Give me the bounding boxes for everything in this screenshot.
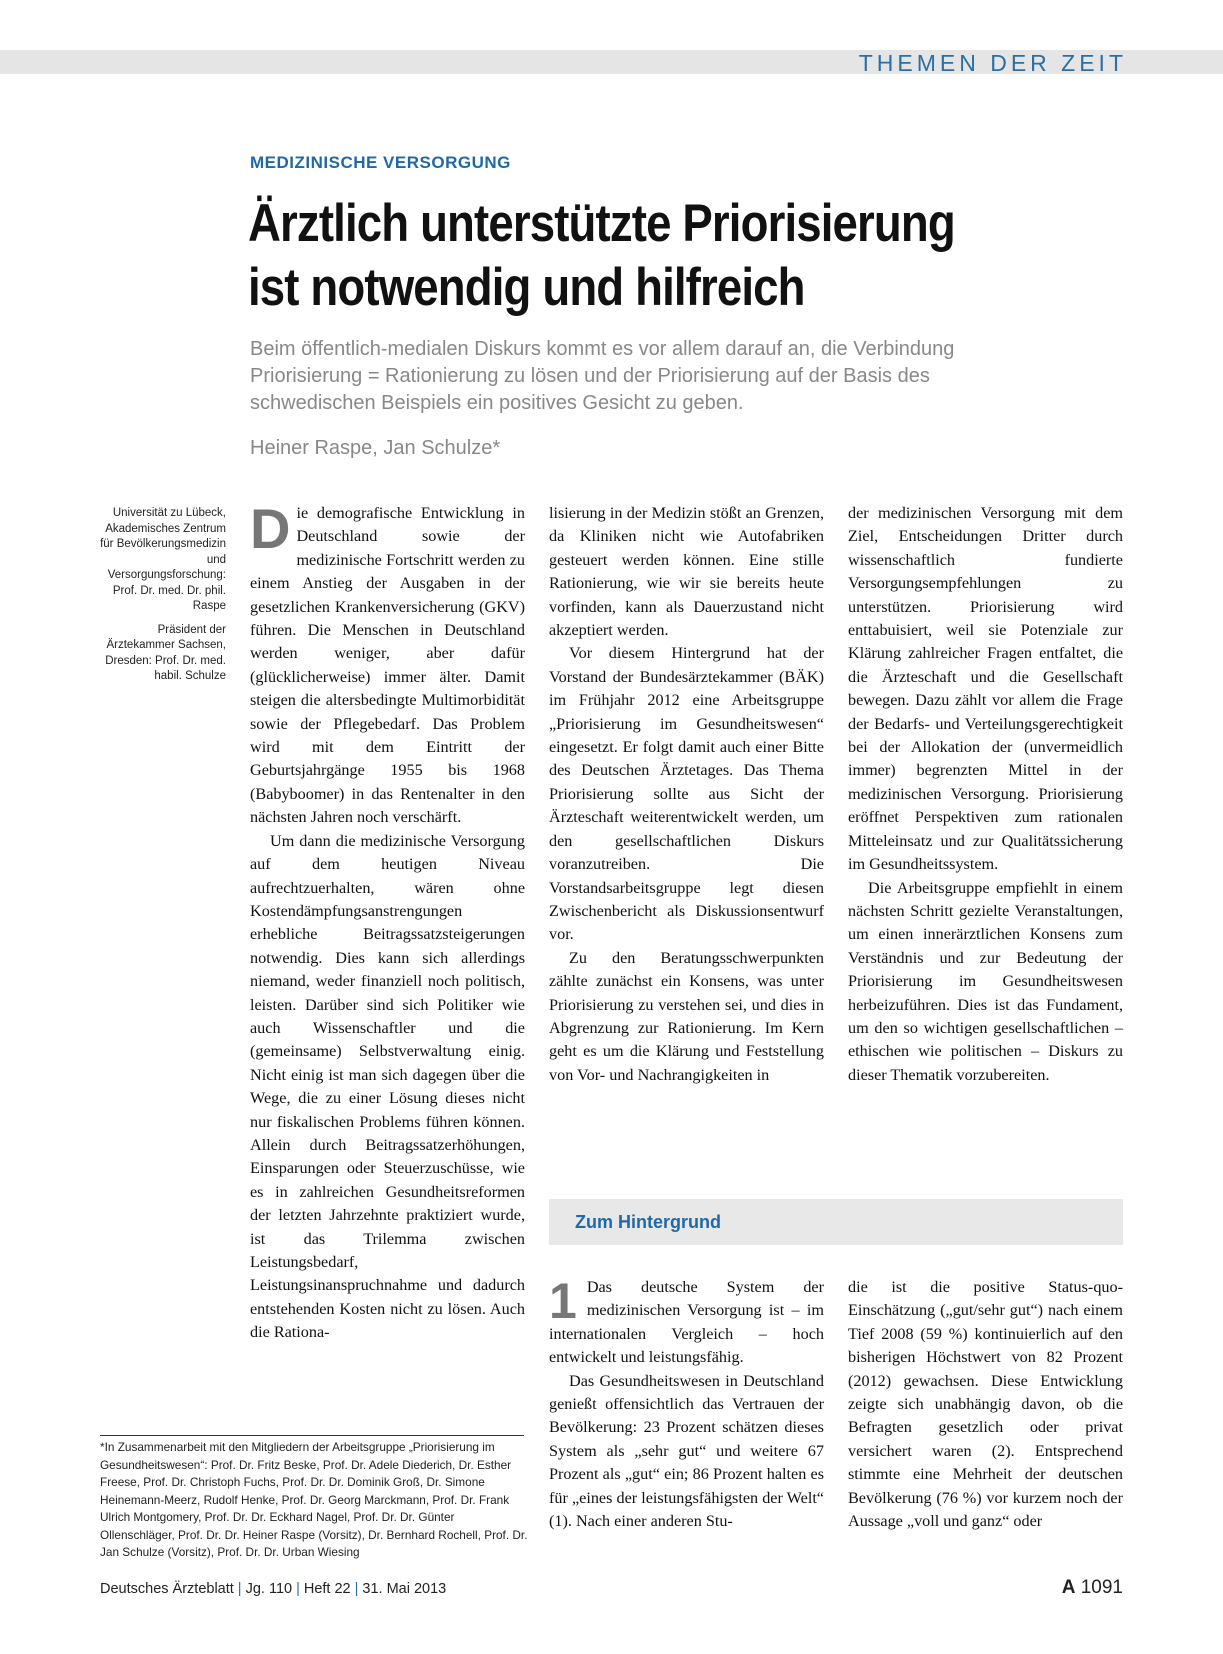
body-paragraph: Um dann die medizinische Versorgung auf dem heutigen Niveau aufrechtzuerhalten, wären ohne Kostendämpfungsanstrengungen erhebliche Beitragssatzsteigerungen notwendig. Dies kann sich allerdings niemand, weder finanziell noch politisch, leisten. Darüber sind sich Politiker wie auch Wissenschaftler und die (gemeinsame) Selbstverwaltung einig. Nicht einig ist man sich dagegen über die Wege, die zu einer Lösung dieses nicht nur fiskalischen Problems führen können. Allein durch Beitragssatzerhöhungen, Einsparungen oder Steuerzuschüsse, wie es in zahlreichen Gesundheitsreformen der letzten Jahrzehnte praktiziert wurde, ist das Trilemma zwischen Leistungsbedarf, Leistungsinanspruchnahme und dadurch entstehenden Kosten nicht zu lösen. Auch die Rationa-: [250, 831, 525, 1342]
body-paragraph: Die demografische Entwicklung in Deutschland sowie der medizinische Fortschritt werden zu einem Anstieg der Ausgaben in der gesetzlichen Krankenversicherung (GKV) führen. Die Menschen in Deutschland werden weniger, aber dafür (glücklicherweise) immer älter. Damit steigen die altersbedingte Multimorbidität sowie der Pflegebedarf. Das Problem wird mit dem Eintritt der Geburtsjahrgänge 1955 bis 1968 (Babyboomer) in das Rentenalter in den nächsten Jahren noch verschärft.: [250, 497, 525, 827]
volume: Jg. 110: [245, 1581, 293, 1597]
footnote-rule: [100, 1435, 524, 1436]
number-dropcap: 1: [549, 1273, 577, 1329]
box-paragraph: die ist die positive Status-quo-Einschätzung („gut/sehr gut“) nach einem Tief 2008 (59 %) kontinuierlich auf den bisherigen Höchstwert von 82 Prozent (2012) gewachsen. Diese Entwicklung zeigte sich unabhängig davon, ob die Befragten gesetzlich oder privat versichert waren (2). Entsprechend stimmte eine Mehrheit der deutschen Bevölkerung (76 %) vor kurzem noch der Aussage „voll und ganz“ oder: [848, 1278, 1123, 1531]
footnote: *In Zusammenarbeit mit den Mitgliedern der Arbeitsgruppe „Priorisierung im Gesundheitswesen“: Prof. Dr. Fritz Beske, Prof. Dr. Adele Diederich, Dr. Esther Freese, Prof. Dr. Christoph Fuchs, Prof. Dr. Dr. Dominik Groß, Dr. Simone Heinemann-Meerz, Rudolf Henke, Prof. Dr. Georg Marckmann, Prof. Dr. Frank Ulrich Montgomery, Prof. Dr. Dr. Eckhard Nagel, Prof. Dr. Dr. Günter Ollenschläger, Prof. Dr. Dr. Heiner Raspe (Vorsitz), Dr. Bernhard Rochell, Prof. Dr. Jan Schulze (Vorsitz), Prof. Dr. Dr. Urban Wiesing: [100, 1440, 528, 1559]
body-paragraph: Vor diesem Hintergrund hat der Vorstand der Bundesärztekammer (BÄK) im Frühjahr 2012 eine Arbeitsgruppe „Priorisierung im Gesundheitswesen“ eingesetzt. Er folgt damit auch einer Bitte des Deutschen Ärztetages. Das Thema Priorisierung sollte aus Sicht der Ärzteschaft weiterentwickelt werden, um den gesellschaftlichen Diskurs voranzutreiben. Die Vorstandsarbeitsgruppe legt diesen Zwischenbericht als Diskussionsentwurf vor.: [549, 644, 824, 944]
column-1: [250, 497, 525, 1345]
section-label: THEMEN DER ZEIT: [858, 50, 1127, 76]
info-box-title: Zum Hintergrund: [575, 1212, 721, 1232]
article-title: [248, 192, 1022, 320]
page-footer: Deutsches Ärzteblatt | Jg. 110 | Heft 22 | 31. Mai 2013: [100, 1581, 447, 1597]
journal-name: Deutsches Ärzteblatt: [100, 1581, 234, 1597]
page-number: A 1091: [1061, 1577, 1123, 1598]
affiliation-schulze: Präsident der Ärztekammer Sachsen, Dresden: Prof. Dr. med. habil. Schulze: [105, 623, 226, 682]
affiliations: [90, 506, 226, 693]
title-line-1: Ärztlich unterstützte Priorisierung: [248, 194, 955, 253]
body-paragraph: der medizinischen Versorgung mit dem Ziel, Entscheidungen Dritter durch wissenschaftlich fundierte Versorgungsempfehlungen zu unterstützen. Priorisierung wird enttabuisiert, weil sie Potenziale zur Klärung zahlreicher Fragen entfaltet, die die Ärzteschaft und die Gesellschaft bewegen. Dazu zählt vor allem die Frage der Bedarfs- und Verteilungsgerechtigkeit bei der Allokation der (unvermeidlich immer) begrenzten Mittel in der medizinischen Versorgung. Priorisierung eröffnet Perspektiven zum rationalen Mitteleinsatz und zur Qualitätssicherung im Gesundheitssystem.: [848, 504, 1123, 874]
column-2: [549, 502, 824, 1087]
body-paragraph: Zu den Beratungsschwerpunkten zählte zunächst ein Konsens, was unter Priorisierung zu verstehen sei, und dies in Abgrenzung zur Rationierung. Im Kern geht es um die Klärung und Feststellung von Vor- und Nachrangigkeiten in: [549, 948, 824, 1084]
dropcap: D: [250, 497, 291, 560]
title-line-2: ist notwendig und hilfreich: [248, 258, 805, 317]
issue-date: 31. Mai 2013: [362, 1581, 447, 1597]
box-paragraph: Das Gesundheitswesen in Deutschland genießt offensichtlich das Vertrauen der Bevölkerung: 23 Prozent schätzen dieses System als „sehr gut“ und weitere 67 Prozent als „gut“ ein; 86 Prozent halten es für „eines der leistungsfähigsten der Welt“ (1). Nach einer anderen Stu-: [549, 1371, 824, 1531]
affiliation-raspe: Universität zu Lübeck, Akademisches Zentrum für Bevölkerungsmedizin und Versorgungsforschung: Prof. Dr. med. Dr. phil. Raspe: [100, 507, 226, 612]
info-box-column-2: [848, 1276, 1123, 1533]
column-3: [848, 502, 1123, 1087]
authors: Heiner Raspe, Jan Schulze*: [250, 437, 501, 459]
box-paragraph: 1 Das deutsche System der medizinischen Versorgung ist – im internationalen Vergleich – hoch entwickelt und leistungsfähig.: [549, 1273, 824, 1367]
issue: Heft 22: [303, 1581, 351, 1597]
info-box-column-1: [549, 1273, 824, 1533]
info-box-header: [549, 1199, 1123, 1245]
body-paragraph: lisierung in der Medizin stößt an Grenzen, da Kliniken nicht wie Autofabriken gesteuert werden können. Eine stille Rationierung, wie wir sie bereits heute vorfinden, kann als Dauerzustand nicht akzeptiert werden.: [549, 504, 824, 640]
lead-paragraph: Beim öffentlich-medialen Diskurs kommt es vor allem darauf an, die Verbindung Priorisierung = Rationierung zu lösen und der Priorisierung auf der Basis des schwedischen Beispiels ein positives Gesicht zu geben.: [250, 338, 955, 414]
kicker: MEDIZINISCHE VERSORGUNG: [250, 153, 511, 172]
body-paragraph: Die Arbeitsgruppe empfiehlt in einem nächsten Schritt gezielte Veranstaltungen, um einen innerärztlichen Konsens zum Verständnis und zur Bedeutung der Priorisierung im Gesundheitswesen herbeizuführen. Dies ist das Fundament, um den so wichtigen gesellschaftlichen – ethischen wie politischen – Diskurs zu dieser Thematik vorzubereiten.: [848, 878, 1123, 1084]
